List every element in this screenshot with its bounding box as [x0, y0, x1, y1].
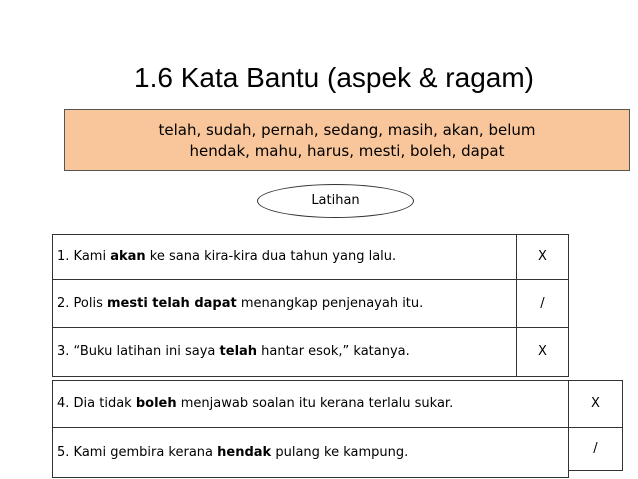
kata-bantu-list-box	[64, 109, 630, 171]
question-4-after: menjawab soalan itu kerana terlalu sukar.	[176, 396, 454, 411]
question-2-cell	[52, 279, 517, 328]
question-5-after: pulang ke kampung.	[271, 444, 409, 460]
word-list-line-1: telah, sudah, pernah, sedang, masih, akan, belum	[158, 121, 536, 139]
question-1-before: 1. Kami	[57, 249, 111, 264]
slide-title: 1.6 Kata Bantu (aspek & ragam)	[134, 62, 534, 93]
question-5-bold: hendak	[217, 444, 272, 460]
question-3-bold: telah	[219, 344, 258, 359]
question-5-before: 5. Kami gembira kerana	[57, 444, 218, 460]
answer-1-cell: X	[516, 234, 569, 280]
question-4-cell	[52, 380, 569, 428]
question-3-after: hantar esok,” katanya.	[257, 344, 410, 359]
answer-3-cell: X	[516, 327, 569, 377]
answer-4-cell: X	[568, 380, 623, 428]
question-2-after: menangkap penjenayah itu.	[236, 295, 424, 311]
question-1-after: ke sana kira-kira dua tahun yang lalu.	[145, 249, 397, 264]
question-3-cell	[52, 327, 517, 377]
question-1-bold: akan	[110, 249, 146, 264]
question-5-cell	[52, 427, 569, 478]
answer-5-cell: /	[568, 427, 623, 471]
question-4-bold: boleh	[135, 396, 177, 411]
answer-2-cell: /	[516, 279, 569, 328]
question-4-before: 4. Dia tidak	[57, 396, 136, 411]
latihan-oval: Latihan	[257, 184, 414, 218]
question-2-bold: mesti telah dapat	[107, 295, 237, 311]
question-1-cell	[52, 234, 517, 280]
word-list-line-2: hendak, mahu, harus, mesti, boleh, dapat	[189, 142, 505, 160]
question-2-before: 2. Polis	[57, 295, 107, 311]
question-3-before: 3. “Buku latihan ini saya	[57, 344, 220, 359]
